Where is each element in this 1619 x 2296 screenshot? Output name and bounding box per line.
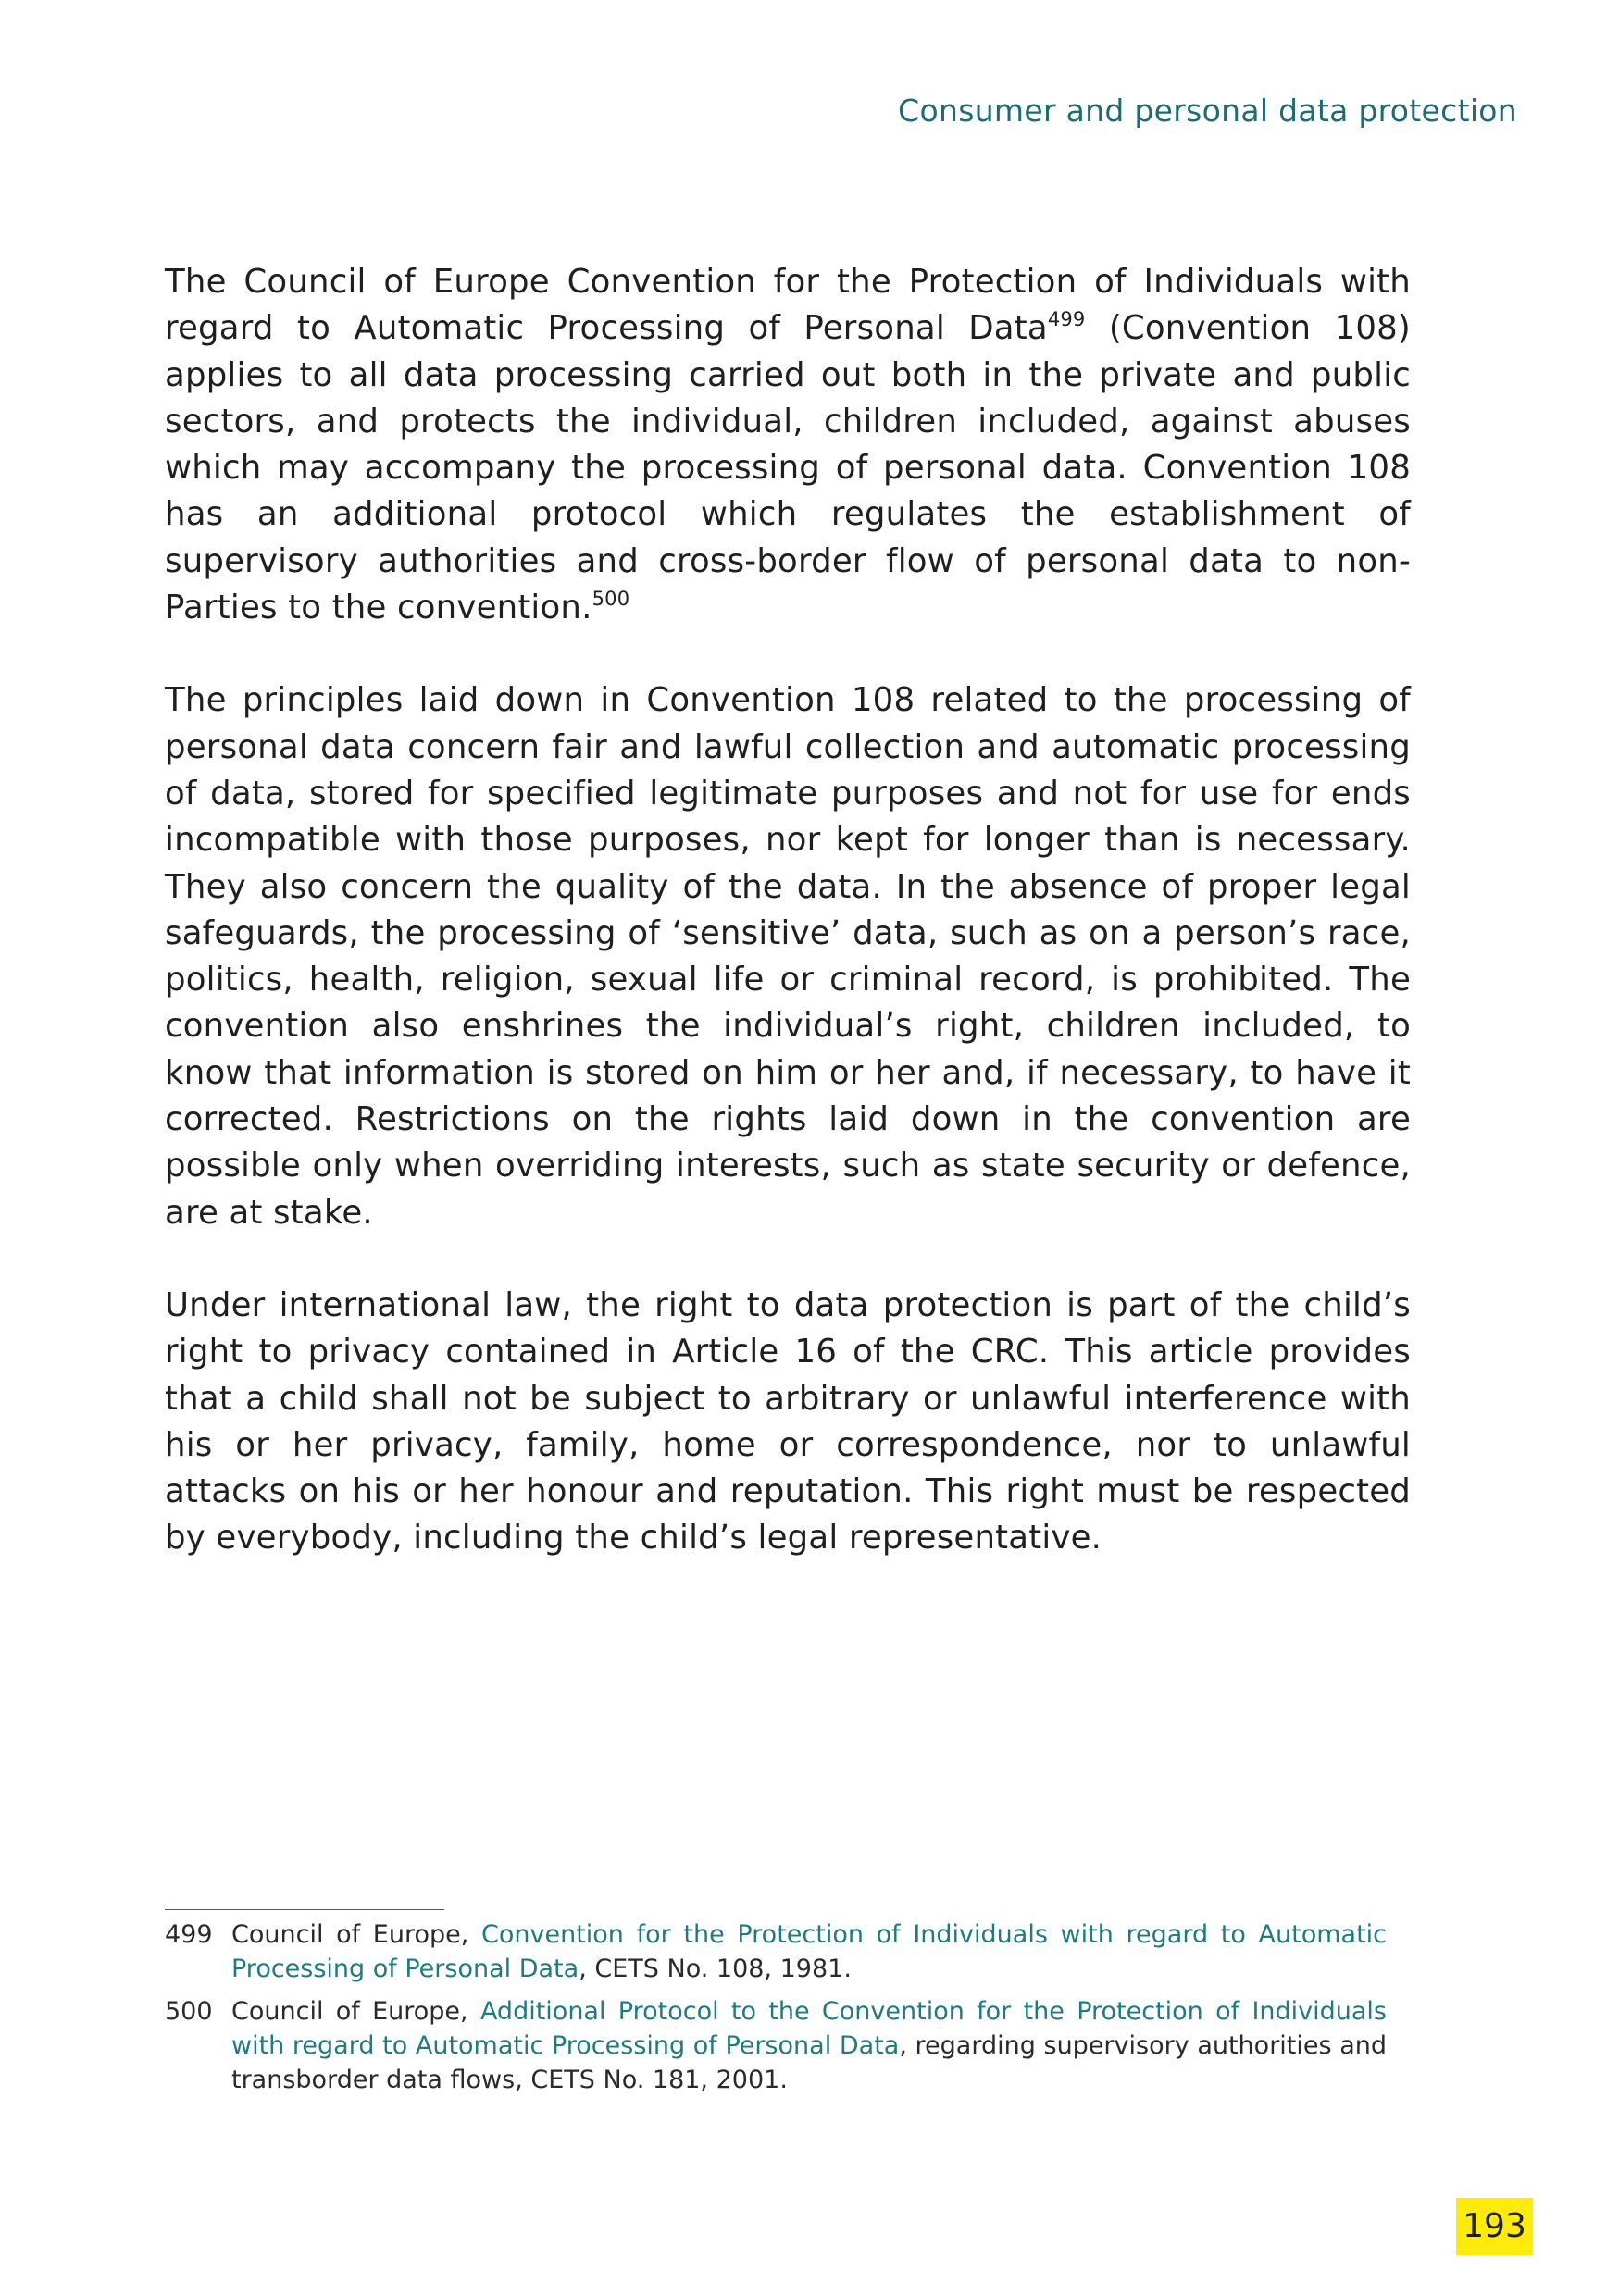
paragraph-1-text-start: The Council of Europe Convention for the Protection of Individuals with regard to Automatic Processing of Personal Data — [165, 263, 1411, 348]
paragraph-principles: The principles laid down in Convention 108 related to the processing of personal data concern fair and lawful collection and automatic processing of data, stored for specified legitimate purposes and not for use for ends incompatible with those purposes, nor kept for longer than is necessary. They also concern the quality of the data. In the absence of proper legal safeguards, the processing of ‘sensitive’ data, such as on a person’s race, politics, health, religion, sexual life or criminal record, is prohibited. The convention also enshrines the individual’s right, children included, to know that information is stored on him or her and, if necessary, to have it corrected. Restrictions on the rights laid down in the convention are possible only when overriding interests, such as state security or defence, are at stake. — [165, 681, 1411, 1232]
footnote-499 — [165, 1917, 1387, 1986]
footnote-number: 500 — [165, 1997, 213, 2026]
footnote-ref-500[interactable]: 500 — [592, 588, 630, 611]
footnote-divider — [165, 1909, 444, 1910]
main-text — [165, 259, 1411, 1608]
paragraph-international-law: Under international law, the right to data protection is part of the child’s right to privacy contained in Article 16 of the CRC. This article provides that a child shall not be subject to arbitrary or unlawful interference with his or her privacy, family, home or correspondence, nor to unlawful attacks on his or her honour and reputation. This right must be respected by everybody, including the child’s legal representative. — [165, 1285, 1411, 1558]
page-number: 193 — [1456, 2198, 1533, 2255]
footnote-link-additional-protocol[interactable]: Additional Protocol to the Convention for the Protection of Individuals with regard to Automatic Processing of Personal Data — [231, 1997, 1387, 2060]
running-header: Consumer and personal data protection — [898, 93, 1517, 129]
footnote-suffix: , regarding supervisory authorities and transborder data flows, CETS No. 181, 2001. — [231, 2031, 1387, 2094]
footnotes — [165, 1917, 1387, 2105]
footnote-text — [231, 1994, 1387, 2097]
paragraph-convention-108 — [165, 259, 1411, 631]
footnote-link-convention-108[interactable]: Convention for the Protection of Individuals with regard to Automatic Processing of Personal Data — [231, 1920, 1387, 1983]
footnote-suffix: , CETS No. 108, 1981. — [579, 1955, 852, 1983]
footnote-ref-499[interactable]: 499 — [1047, 308, 1086, 331]
paragraph-1-text-middle: (Convention 108) applies to all data processing carried out both in the private and public sectors, and protects the individual, children included, against abuses which may accompany the processing of personal data. Convention 108 has an additional protocol which regulates the establishment of supervisory authorities and cross-border flow of personal data to non-Parties to the convention. — [165, 309, 1411, 627]
footnote-500 — [165, 1994, 1387, 2097]
footnote-text — [231, 1917, 1387, 1986]
footnote-prefix: Council of Europe, — [231, 1920, 482, 1949]
footnote-prefix: Council of Europe, — [231, 1997, 480, 2026]
footnote-number: 499 — [165, 1920, 213, 1949]
